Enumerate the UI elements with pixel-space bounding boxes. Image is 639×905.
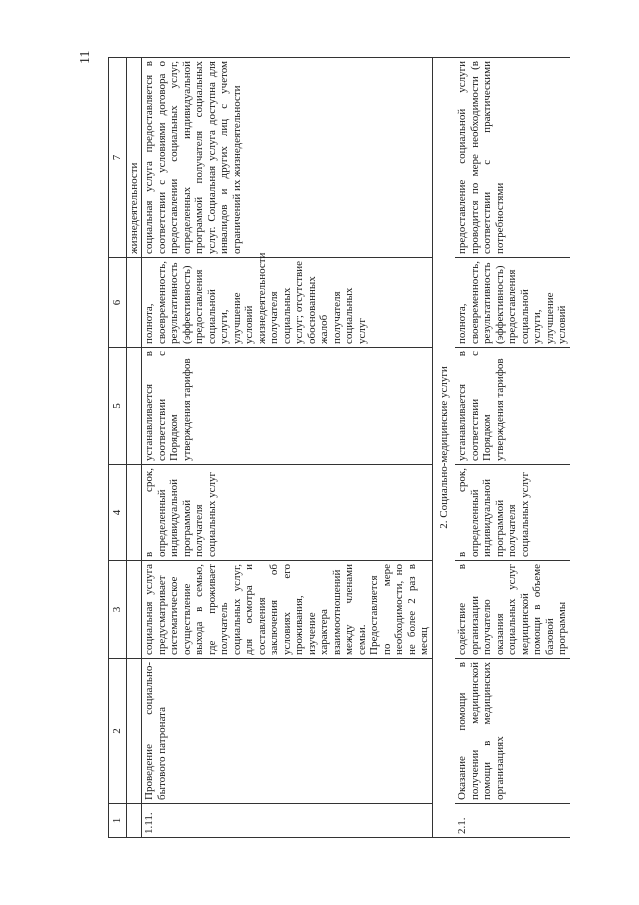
rotated-page-content	[108, 58, 608, 838]
row-number: 2.1.	[455, 804, 570, 838]
service-name-cell: Проведение социально-бытового патроната	[142, 659, 433, 804]
conditions-cell: социальная услуга предоставляется в соответствии с условиями договора о предоставлении социальных услуг, определенных индивидуальной программой получателя социальных услуг. Социальная услуга доступна для инвалидов и других лиц с учетом ограничений их жизнедеятельности	[142, 58, 433, 258]
description-cell: содействие в организации получателю оказания социальных услуг медицинской помощи в объеме базовой программы	[455, 561, 570, 659]
table-row-2-1	[455, 58, 570, 838]
term-cell: в срок, определенный индивидуальной программой получателя социальных услуг	[142, 465, 433, 561]
social-services-table	[108, 57, 570, 838]
term-cell: в срок, определенный индивидуальной программой получателя социальных услуг	[455, 465, 570, 561]
header-cell: 2	[109, 659, 127, 804]
table-header-row	[109, 58, 127, 838]
header-cell: 4	[109, 465, 127, 561]
section-row	[432, 58, 455, 838]
conditions-cell: предоставление социальной услуги проводится по мере необходимости (в соответствии с практическими потребностями	[455, 58, 570, 258]
header-cell: 3	[109, 561, 127, 659]
indicators-cell: полнота, своевременность, результативность (эффективность) предоставления социальной услуги, улучшение условий	[455, 258, 570, 348]
table-row-1-11	[142, 58, 433, 838]
header-cell: 7	[109, 58, 127, 258]
indicators-cell: полнота, своевременность, результативность (эффективность) предоставления социальной услуги, улучшение условий жизнедеятельности получателя социальных услуг; отсутствие обоснованных жалоб получателя социальных услуг	[142, 258, 433, 348]
description-cell: социальная услуга предусматривает систематическое осуществление выхода в семью, где проживает получатель социальных услуг, для осмотра и составления заключения об условиях его проживания, изучение характера взаимоотношений между членами семьи. Предоставляется по мере необходимости, но не более 2 раз в месяц	[142, 561, 433, 659]
page-number: 11	[78, 50, 93, 64]
header-cell: 5	[109, 348, 127, 465]
conditions-cell: жизнедеятельности	[126, 58, 142, 258]
row-number: 1.11.	[142, 804, 433, 838]
tariff-cell: устанавливается в соответствии с Порядком утверждения тарифов	[142, 348, 433, 465]
service-name-cell: Оказание помощи в получении медицинской помощи в медицинских организациях	[455, 659, 570, 804]
table-row-continuation	[126, 58, 142, 838]
header-cell: 1	[109, 804, 127, 838]
section-title: 2. Социально-медицинские услуги	[432, 58, 455, 838]
header-cell: 6	[109, 258, 127, 348]
tariff-cell: устанавливается в соответствии с Порядком утверждения тарифов	[455, 348, 570, 465]
